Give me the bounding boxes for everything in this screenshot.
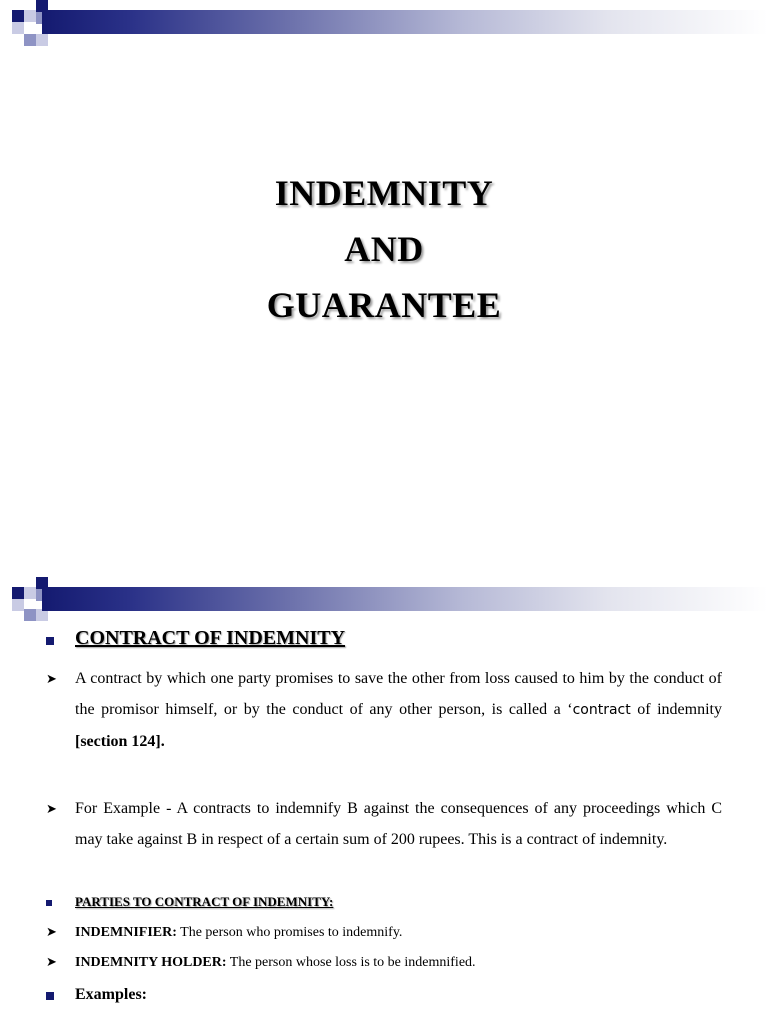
party-item — [75, 923, 722, 943]
definition-text: A contract by which one party promises to save the other from loss caused to him by the conduct of the promisor himself, or by the conduct of any other person, is called a ‘ — [75, 670, 722, 718]
definition-text-after: of indemnity — [630, 701, 722, 718]
section-reference: [section 124]. — [75, 733, 165, 750]
title-line: INDEMNITY — [274, 173, 494, 213]
arrow-bullet-icon: ➤ — [46, 802, 57, 817]
parties-heading: PARTIES TO CONTRACT OF INDEMNITY: — [75, 894, 334, 909]
header-square — [12, 22, 24, 34]
party-definition: The person who promises to indemnify. — [176, 925, 403, 940]
party-term: INDEMNIFIER: — [75, 925, 177, 940]
definition-paragraph — [75, 663, 722, 757]
square-bullet-icon — [46, 900, 52, 906]
header-square — [12, 599, 24, 611]
title-line: AND — [344, 229, 424, 269]
header-square — [24, 587, 36, 599]
slide-header-bar — [0, 575, 768, 625]
content-slide — [0, 575, 768, 1024]
header-square — [24, 34, 36, 46]
arrow-bullet-icon: ➤ — [46, 672, 57, 687]
title-line: GUARANTEE — [266, 285, 502, 325]
arrow-bullet-icon: ➤ — [46, 955, 57, 970]
example-paragraph: For Example - A contracts to indemnify B against the consequences of any proceedings which C may take against B in respect of a certain sum of 200 rupees. This is a contract of indemnity. — [75, 800, 722, 848]
header-gradient-bar — [42, 10, 768, 34]
section-heading: CONTRACT OF INDEMNITY — [75, 627, 346, 649]
header-square — [12, 10, 24, 22]
slide-title — [0, 165, 768, 333]
header-gradient-bar — [42, 587, 768, 611]
header-square — [12, 587, 24, 599]
square-bullet-icon — [46, 992, 54, 1000]
examples-label: Examples: — [75, 986, 147, 1003]
party-item — [75, 953, 722, 973]
square-bullet-icon — [46, 637, 54, 645]
arrow-bullet-icon: ➤ — [46, 925, 57, 940]
header-square — [36, 34, 48, 46]
quoted-word: contract — [572, 702, 631, 718]
header-square — [24, 609, 36, 621]
party-definition: The person whose loss is to be indemnified. — [226, 955, 476, 970]
header-square — [24, 10, 36, 22]
slide-header-bar — [0, 0, 768, 50]
party-term: INDEMNITY HOLDER: — [75, 955, 227, 970]
